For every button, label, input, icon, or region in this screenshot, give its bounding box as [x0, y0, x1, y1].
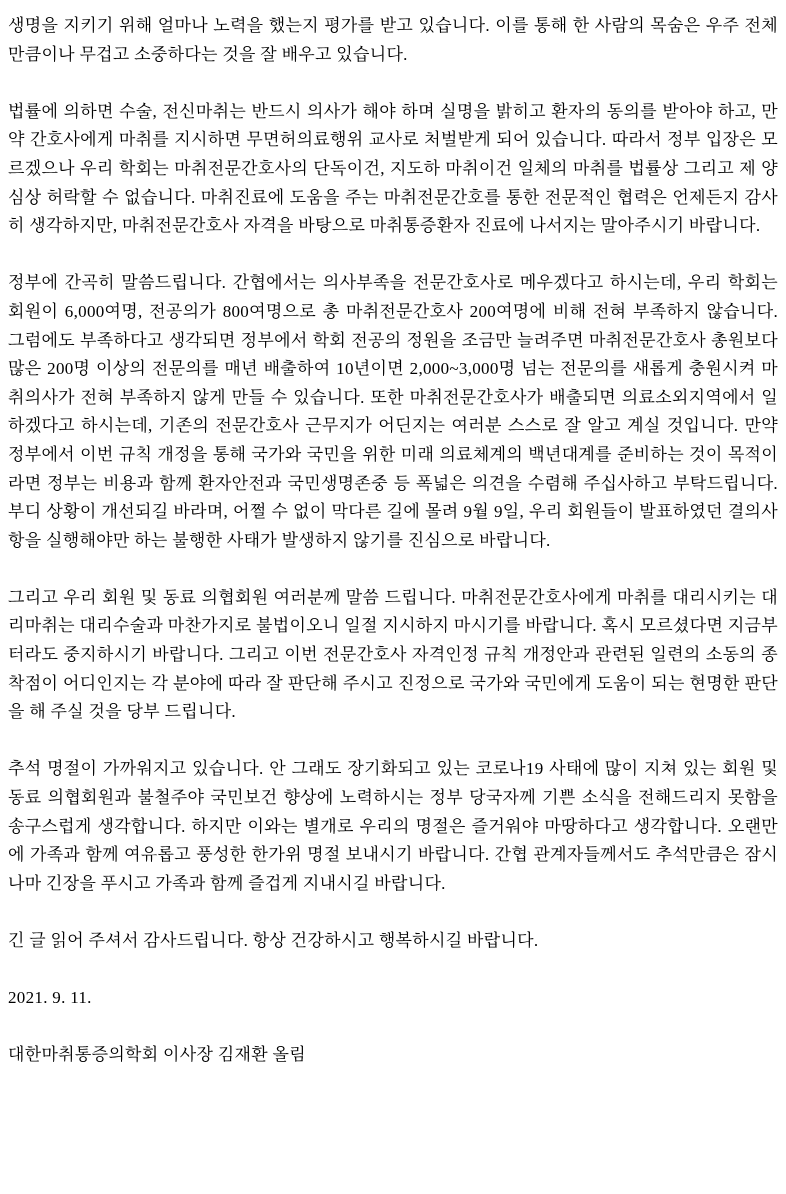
body-paragraph-2: 법률에 의하면 수술, 전신마취는 반드시 의사가 해야 하며 실명을 밝히고 환자의 동의를 받아야 하고, 만약 간호사에게 마취를 지시하면 무면허의료행위 교사로 처벌받게 되어 있습니다. 따라서 정부 입장은 모르겠으나 우리 학회는 마취전문간호사의 단독이건, 지도하 마취이건 일체의 마취를 법률상 그리고 제 양심상 허락할 수 없습니다. 마취진료에 도움을 주는 마취전문간호를 통한 전문적인 협력은 언제든지 감사히 생각하지만, 마취전문간호사 자격을 바탕으로 마취통증환자 진료에 나서지는 말아주시기 바랍니다.	[8, 101, 778, 236]
body-paragraph-5: 추석 명절이 가까워지고 있습니다. 안 그래도 장기화되고 있는 코로나19 사태에 많이 지쳐 있는 회원 및 동료 의협회원과 불철주야 국민보건 향상에 노력하시는 정부 당국자께 기쁜 소식을 전해드리지 못함을 송구스럽게 생각합니다. 하지만 이와는 별개로 우리의 명절은 즐거워야 마땅하다고 생각합니다. 오랜만에 가족과 함께 여유롭고 풍성한 한가위 명절 보내시기 바랍니다. 간협 관계자들께서도 추석만큼은 잠시나마 긴장을 푸시고 가족과 함께 즐겁게 지내시길 바랍니다.	[8, 759, 778, 893]
body-paragraph-1: 생명을 지키기 위해 얼마나 노력을 했는지 평가를 받고 있습니다. 이를 통해 한 사람의 목숨은 우주 전체만큼이나 무겁고 소중하다는 것을 잘 배우고 있습니다.	[8, 16, 778, 64]
closing-thanks-line: 긴 글 읽어 주셔서 감사드립니다. 항상 건강하시고 행복하시길 바랍니다.	[8, 931, 539, 950]
date-line: 2021. 9. 11.	[8, 988, 92, 1008]
signature-line: 대한마취통증의학회 이사장 김재환 올림	[8, 1045, 306, 1065]
body-paragraph-4: 그리고 우리 회원 및 동료 의협회원 여러분께 말씀 드립니다. 마취전문간호사에게 마취를 대리시키는 대리마취는 대리수술과 마찬가지로 불법이오니 일절 지시하지 마시기를 바랍니다. 혹시 모르셨다면 지금부터라도 중지하시기 바랍니다. 그리고 이번 전문간호사 자격인정 규칙 개정안과 관련된 일련의 소동의 종착점이 어디인지는 각 분야에 따라 잘 판단해 주시고 진정으로 국가와 국민에게 도움이 되는 현명한 판단을 해 주실 것을 당부 드립니다.	[8, 587, 778, 722]
body-paragraph-3: 정부에 간곡히 말씀드립니다. 간협에서는 의사부족을 전문간호사로 메우겠다고 하시는데, 우리 학회는 회원이 6,000여명, 전공의가 800여명으로 총 마취전문간호사 200여명에 비해 전혀 부족하지 않습니다. 그럼에도 부족하다고 생각되면 정부에서 학회 전공의 정원을 조금만 늘려주면 마취전문간호사 총원보다 많은 200명 이상의 전문의를 매년 배출하여 10년이면 2,000~3,000명 넘는 전문의를 새롭게 충원시켜 마취의사가 전혀 부족하지 않게 만들 수 있습니다. 또한 마취전문간호사가 배출되면 의료소외지역에서 일하겠다고 하시는데, 기존의 전문간호사 근무지가 어딘지는 여러분 스스로 잘 알고 계실 것입니다. 만약 정부에서 이번 규칙 개정을 통해 국가와 국민을 위한 미래 의료체계의 백년대계를 준비하는 것이 목적이라면 정부는 비용과 함께 환자안전과 국민생명존중 등 폭넓은 의견을 수렴해 주십사하고 부탁드립니다. 부디 상황이 개선되길 바라며, 어쩔 수 없이 막다른 길에 몰려 9월 9일, 우리 회원들이 발표하였던 결의사항을 실행해야만 하는 불행한 사태가 발생하지 않기를 진심으로 바랍니다.	[8, 273, 778, 550]
